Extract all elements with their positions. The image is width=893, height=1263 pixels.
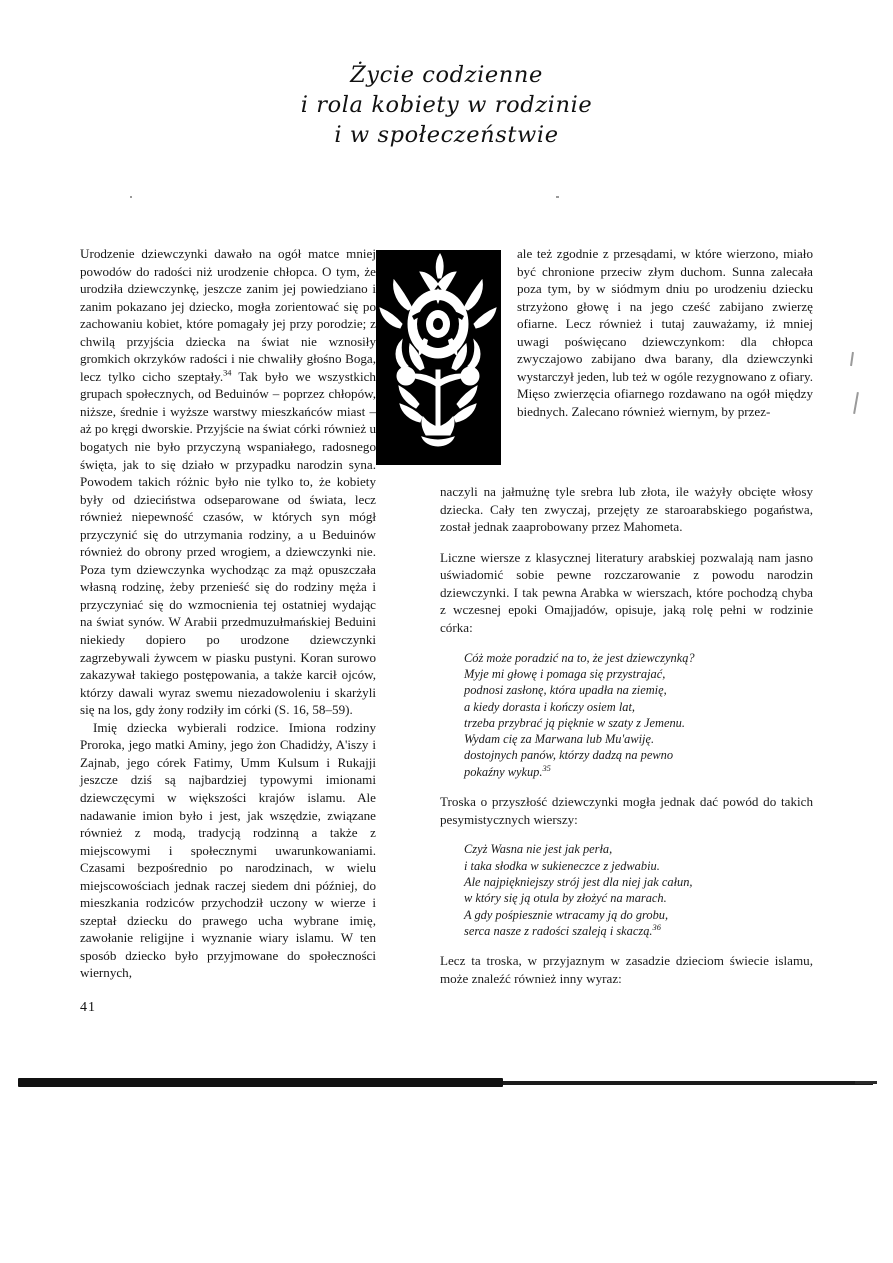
footnote-ref-34: 34: [223, 368, 232, 378]
right-text-column: [517, 245, 813, 420]
page-number: 41: [80, 1000, 96, 1015]
verse-2-line-1: Czyż Wasna nie jest jak perła,: [464, 842, 613, 857]
paragraph-right-3: Troska o przyszłość dziewczynki mogła jednak dać powód do takich pesymistycznych wierszy:: [440, 794, 813, 827]
footnote-ref-36: 36: [652, 922, 661, 932]
verse-1-line-8: [464, 764, 813, 780]
title-line-2: i rola kobiety w rodzinie: [300, 92, 593, 118]
scan-speck-1: [850, 352, 854, 366]
verse-1-line-4: a kiedy dorasta i kończy osiem lat,: [464, 699, 636, 714]
scan-speck-3: [130, 196, 132, 198]
page-title: [0, 60, 893, 150]
verse-block-1: [464, 650, 813, 780]
bottom-rule-thick: [18, 1078, 503, 1087]
verse-2-line-5: A gdy pośpiesznie wtracamy ją do grobu,: [464, 907, 669, 922]
paragraph-right-1-span: naczyli na jałmużnę tyle srebra lub złota, ile ważyły obcięte włosy dziecka. Cały ten zwyczaj, przejęty ze staroarabskiego pogaństwa, został jednak zaaprobowany przez Mahometa.: [440, 484, 813, 535]
paragraph-left-1-text: Urodzenie dziewczynki dawało na ogół matce mniej powodów do radości niż urodzenie chłopca. O tym, że urodziła dziewczynkę, jeszcze zanim jej powiedziano i zanim pokazano jej dziecko, mogła zorientować się po zachowaniu kobiet, które pomagały jej przy porodzie; z chwilą przyjścia dziecka na świat nie wznosiły gromkich okrzyków radości i nie chwaliły głośno Boga, lecz tylko cicho szeptały.: [80, 246, 376, 384]
verse-1-line-5: trzeba przybrać ją pięknie w szaty z Jemenu.: [464, 715, 685, 730]
verse-2-line-4: w który się ją otula by złożyć na marach.: [464, 891, 667, 906]
verse-1-line-1: Cóż może poradzić na to, że jest dziewczynką?: [464, 650, 695, 665]
verse-block-2: [464, 841, 813, 939]
paragraph-left-2: Imię dziecka wybierali rodzice. Imiona rodziny Proroka, jego matki Aminy, jego żon Chadidży, A'iszy i Zajnab, jego córek Fatimy, Umm Kulsum i Rukajji jeszcze dziś są najbardziej typowymi imionami dziewczęcymi w większości krajów islamu. Ale nadawanie imion było i jest, jak wszędzie, związane również z modą, tradycją rodzinną a także z miejscowymi i społecznymi uwarunkowaniami. Czasami bezpośrednio po narodzinach, w wielu miejscowościach jednak raczej siedem dni później, do mieszkania rodziców przychodził uczony w wierze i szeptał dziecku do prawego ucha wybrane imię, zawołanie religijne i wyznanie wiary islamu. W ten sposób dziecko było przyjmowane do społeczności wiernych,: [80, 719, 376, 981]
verse-1-line-7: dostojnych panów, którzy dadzą na pewno: [464, 748, 674, 763]
bottom-rule-tail: [855, 1081, 877, 1084]
paragraph-right-1-span-wrap: [440, 470, 813, 1000]
paragraph-right-4: Lecz ta troska, w przyjaznym w zasadzie dzieciom świecie islamu, może znaleźć również inny wyraz:: [440, 953, 813, 986]
paragraph-left-1-cont: Tak było we wszystkich grupach społecznych, od Beduinów – poprzez chłopów, niższe, średnie i wyższe warstwy mieszkańców miast – aż po kręgi dworskie. Przyjście na świat córki również u bogatych nie było przyczyną wspaniałego, radosnego święta, jak to się działo w przypadku narodzin syna. Powodem takich różnic było nie tylko to, że kobiety były od dzieciństwa odseparowane od świata, lecz również niepewność czasów, w których syn mógł przyczynić się do utrzymania rodziny, a u Beduinów również do obrony przed wrogiem, a dziewczynki nie. Poza tym dziewczynka wychodząc za mąż opuszczała własną rodzinę, żeby przenieść się do rodziny męża i przyczyniać się do wzmocnienia tej ostatniej wydając na świat synów. W Arabii przedmuzułmańskiej Beduini niekiedy dopiero po urodzone dziewczynki zagrzebywali żywcem w piasku pustyni. Koran surowo zakazywał takiego postępowania, a także karcił ojców, którzy dawali wyraz swemu niezadowoleniu i skarżyli się na los, gdy żony rodziły im córki (S. 16, 58–59).: [80, 368, 376, 718]
verse-2-line-3: Ale najpiękniejszy strój jest dla niej jak całun,: [464, 874, 693, 889]
ornamental-floral-woodcut-illustration: [376, 250, 501, 465]
verse-1-line-8-text: pokaźny wykup.: [464, 764, 543, 779]
scan-speck-4: [556, 196, 559, 198]
paragraph-right-2: Liczne wiersze z klasycznej literatury arabskiej pozwalają nam jasno uświadomić sobie pewne rozczarowanie z powodu narodzin dziewczynki. I tak pewna Arabka w wierszach, które pochodzą chyba z wczesnej epoki Omajjadów, opisuje, jaką rolę pełni w rodzinie córka:: [440, 549, 813, 636]
title-line-1: Życie codzienne: [350, 62, 543, 88]
footnote-ref-35: 35: [542, 763, 551, 773]
scan-speck-2: [853, 392, 859, 414]
paragraph-right-1: ale też zgodnie z przesądami, w które wierzono, miało być chronione przeciw złym duchom. Sunna zalecała poza tym, by w siódmym dniu po urodzeniu dziecku strzyżono głowę i na jego cześć zabijano zwierzę ofiarne. Lecz również i tutaj zauważamy, iż mniej uwagi poświęcano dziewczynkom: dla chłopca zwyczajowo zabijano dwa barany, dla dziewczynki wystarczył jeden, lub też w ogóle rezygnowano z ofiary. Mięso zwierzęcia ofiarnego rozdawano na ogół między biednych. Zalecano również wiernym, by przez-: [517, 246, 813, 419]
bottom-rule-thin: [503, 1081, 873, 1085]
verse-2-line-6: [464, 923, 813, 939]
verse-1-line-3: podnosi zasłonę, która upadła na ziemię,: [464, 683, 667, 698]
verse-2-line-2: i taka słodka w sukieneczce z jedwabiu.: [464, 858, 660, 873]
title-line-3: i w społeczeństwie: [334, 122, 559, 148]
verse-1-line-6: Wydam cię za Marwana lub Mu'awiję.: [464, 732, 655, 747]
paragraph-left-1: [80, 245, 376, 719]
verse-1-line-2: Myje mi głowę i pomaga się przystrajać,: [464, 666, 666, 681]
left-text-column: [80, 245, 376, 982]
verse-2-line-6-text: serca nasze z radości szaleją i skaczą.: [464, 923, 653, 938]
